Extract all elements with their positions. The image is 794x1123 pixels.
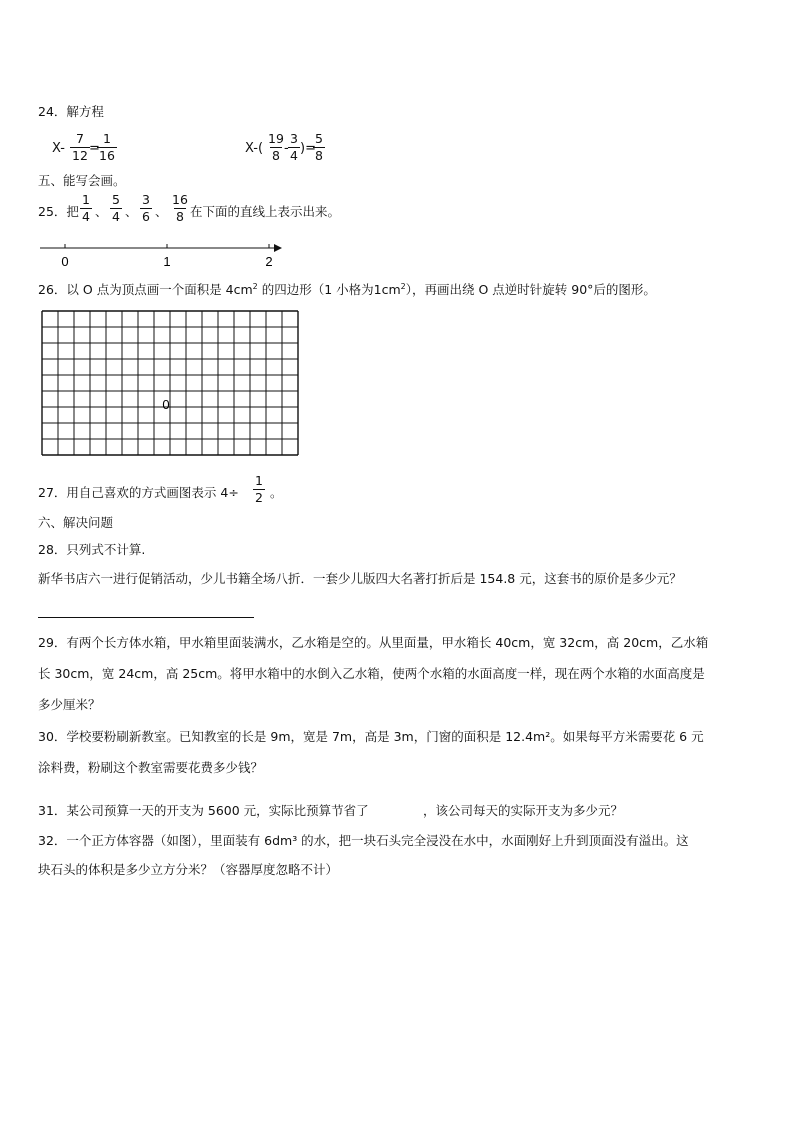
q31-text-a: 31．某公司预算一天的开支为 5600 元，实际比预算节省了 (38, 803, 369, 818)
q27-fraction: $\frac{1}{2}$ (255, 473, 263, 505)
q25-sep-2: 、 (125, 204, 138, 219)
q32-line-2: 块石头的体积是多少立方分米？（容器厚度忽略不计） (38, 862, 339, 877)
section-5-heading: 五、能写会画。 (38, 173, 126, 188)
q24-title: 24．解方程 (38, 104, 104, 119)
q28-body: 新华书店六一进行促销活动，少儿书籍全场八折．一套少儿版四大名著打折后是 154.8 元，这套书的原价是多少元？ (38, 571, 682, 586)
q25-suffix: 在下面的直线上表示出来。 (190, 204, 341, 219)
q29-line-2: 长 30cm，宽 24cm，高 25cm。将甲水箱中的水倒入乙水箱，使两个水箱的水面高度一样，现在两个水箱的水面高度是 (38, 666, 705, 681)
grid-lines (42, 311, 298, 455)
q25-fraction-4: $\frac{16}{8}$ (172, 192, 188, 224)
section-6-heading: 六、解决问题 (38, 515, 114, 530)
q25-fraction-2: $\frac{5}{4}$ (112, 192, 120, 224)
q29-line-3: 多少厘米？ (38, 697, 101, 712)
eq1-equals: = (89, 141, 100, 156)
q25-fraction-1: $\frac{1}{4}$ (82, 192, 90, 224)
number-line-label-0: 0 (61, 254, 69, 269)
q30-line-2: 涂料费，粉刷这个教室需要花费多少钱？ (38, 760, 264, 775)
q25-prefix: 25．把 (38, 204, 79, 219)
q25-sep-1: 、 (95, 204, 108, 219)
eq2-fraction-1: $\frac{19}{8}$ (268, 131, 284, 163)
q31-text-b: ，该公司每天的实际开支为多少元？ (423, 803, 624, 818)
number-line-label-1: 1 (163, 254, 171, 269)
q30-line-1: 30．学校要粉刷新教室。已知教室的长是 9m，宽是 7m，高是 3m，门窗的面积是 12.4m²。如果每平方米需要花 6 元 (38, 729, 704, 744)
q28-answer-line[interactable] (38, 617, 254, 618)
eq1-lhs: X- (52, 141, 65, 156)
eq2-rparen-equals: )= (300, 141, 316, 156)
eq2-fraction-2: $\frac{3}{4}$ (290, 131, 298, 163)
eq1-fraction-2: $\frac{1}{16}$ (99, 131, 115, 163)
q28-title: 28．只列式不计算. (38, 542, 146, 557)
eq2-lhs: X-( (245, 141, 264, 156)
q26-text: 26．以 O 点为顶点画一个面积是 $4cm^2$ 的四边形（1 小格为$1cm^2$），再画出绕 O 点逆时针旋转 90°后的图形。 (38, 281, 656, 297)
q25-sep-3: 、 (155, 204, 168, 219)
number-line-label-2: 2 (265, 254, 273, 269)
q27-end: 。 (270, 485, 283, 500)
number-line (30, 238, 290, 272)
q32-line-1: 32．一个正方体容器（如图），里面装有 6dm³ 的水，把一块石头完全浸没在水中，水面刚好上升到顶面没有溢出。这 (38, 833, 689, 848)
number-line-arrow (274, 244, 282, 252)
eq2-minus: - (284, 141, 289, 156)
q25-fraction-3: $\frac{3}{6}$ (142, 192, 150, 224)
eq2-fraction-3: $\frac{5}{8}$ (315, 131, 323, 163)
q29-line-1: 29．有两个长方体水箱，甲水箱里面装满水，乙水箱是空的。从里面量，甲水箱长 40cm，宽 32cm，高 20cm，乙水箱 (38, 635, 709, 650)
grid-point-o-label: 0 (162, 397, 170, 412)
q27-text: 27．用自己喜欢的方式画图表示 4÷ (38, 485, 239, 500)
square-grid[interactable] (40, 309, 300, 469)
eq1-fraction-1: $\frac{7}{12}$ (72, 131, 88, 163)
